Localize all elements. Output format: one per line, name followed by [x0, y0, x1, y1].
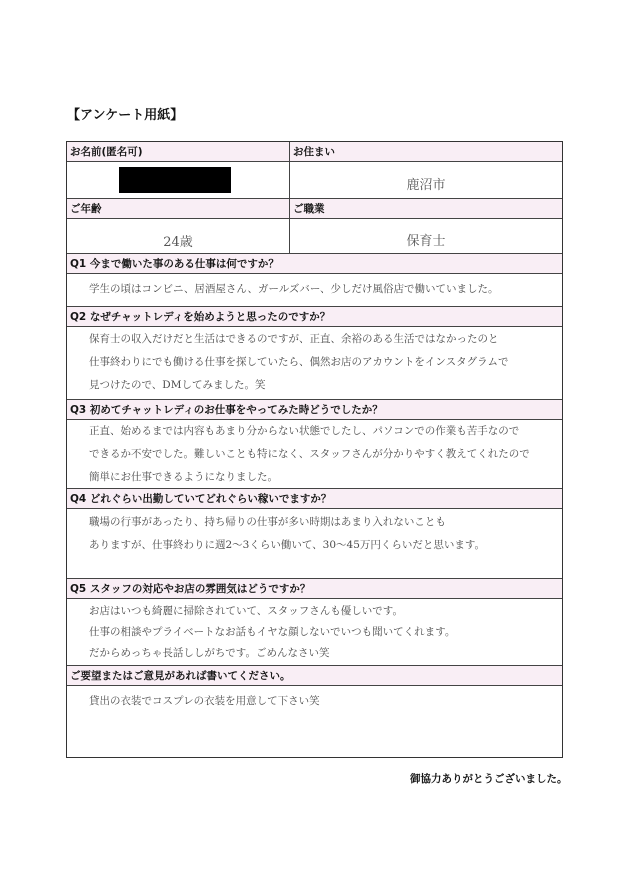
answer-text-q2: [67, 327, 562, 399]
name-label: お名前(匿名可): [67, 142, 290, 161]
answer-line: 職場の行事があったり、持ち帰りの仕事が多い時期はあまり入れないことも: [89, 516, 446, 528]
answer-q3: [67, 420, 562, 489]
survey-table: [66, 141, 563, 758]
age-value: 24歳: [67, 219, 290, 253]
occupation-value: 保育士: [406, 233, 446, 249]
profile-header-row-2: [67, 199, 562, 219]
answer-line: だからめっちゃ長話ししがちです。ごめんなさい笑: [89, 647, 330, 659]
answer-line: 簡単にお仕事できるようになりました。: [89, 471, 278, 483]
answer-text-q5: [67, 599, 562, 665]
answer-q4: [67, 509, 562, 579]
name-value: [67, 162, 290, 198]
thanks-note: 御協力ありがとうございました。: [410, 773, 568, 785]
address-value: 鹿沼市: [406, 177, 446, 193]
question-header-q4: [67, 489, 562, 509]
question-label-q3: Q3 初めてチャットレディのお仕事をやってみた時どうでしたか？: [67, 400, 562, 419]
answer-line: 見つけたので、DMしてみました。笑: [89, 379, 266, 391]
answer-line: 仕事終わりにでも働ける仕事を探していたら、偶然お店のアカウントをインスタグラムで: [89, 356, 509, 368]
occupation-label: ご職業: [290, 199, 562, 218]
answer-line: 学生の頃はコンビニ、居酒屋さん、ガールズバー、少しだけ風俗店で働いていました。: [89, 283, 499, 295]
age-label: ご年齢: [67, 199, 290, 218]
answer-line: 仕事の相談やプライベートなお話もイヤな顔しないでいつも聞いてくれます。: [89, 626, 456, 638]
redaction-block: [119, 167, 231, 193]
answer-line: できるか不安でした。難しいことも特になく、スタッフさんが分かりやすく教えてくれたので: [89, 448, 530, 460]
answer-text-q1: [67, 274, 562, 306]
profile-header-row-1: [67, 142, 562, 162]
profile-value-row-2: [67, 219, 562, 254]
question-label-q2: Q2 なぜチャットレディを始めようと思ったのですか？: [67, 307, 562, 326]
question-label-requests: ご要望またはご意見があれば書いてください。: [67, 666, 562, 685]
answer-q2: [67, 327, 562, 400]
answer-line: 保育士の収入だけだと生活はできるのですが、正直、余裕のある生活ではなかったのと: [89, 333, 499, 345]
profile-value-row-1: [67, 162, 562, 199]
answer-text-q4: [67, 509, 562, 578]
answer-q1: [67, 274, 562, 307]
question-label-q5: Q5 スタッフの対応やお店の雰囲気はどうですか？: [67, 579, 562, 598]
answer-line: 貸出の衣装でコスプレの衣装を用意して下さい笑: [89, 695, 320, 707]
answer-q5: [67, 599, 562, 666]
answer-line: ありますが、仕事終わりに週2〜3くらい働いて、30〜45万円くらいだと思います。: [89, 539, 486, 551]
answer-text-requests: [67, 686, 562, 757]
address-label: お住まい: [290, 142, 562, 161]
question-header-q1: [67, 254, 562, 274]
question-header-q3: [67, 400, 562, 420]
answer-line: 正直、始めるまでは内容もあまり分からない状態でしたし、パソコンでの作業も苦手なので: [89, 425, 520, 437]
answer-line: お店はいつも綺麗に掃除されていて、スタッフさんも優しいです。: [89, 605, 403, 617]
document-title: 【アンケート用紙】: [67, 108, 184, 123]
question-header-q5: [67, 579, 562, 599]
answer-requests: [67, 686, 562, 757]
answer-text-q3: [67, 420, 562, 488]
question-header-q2: [67, 307, 562, 327]
question-header-requests: [67, 666, 562, 686]
question-label-q1: Q1 今まで働いた事のある仕事は何ですか？: [67, 254, 562, 273]
question-label-q4: Q4 どれぐらい出勤していてどれぐらい稼いでますか？: [67, 489, 562, 508]
